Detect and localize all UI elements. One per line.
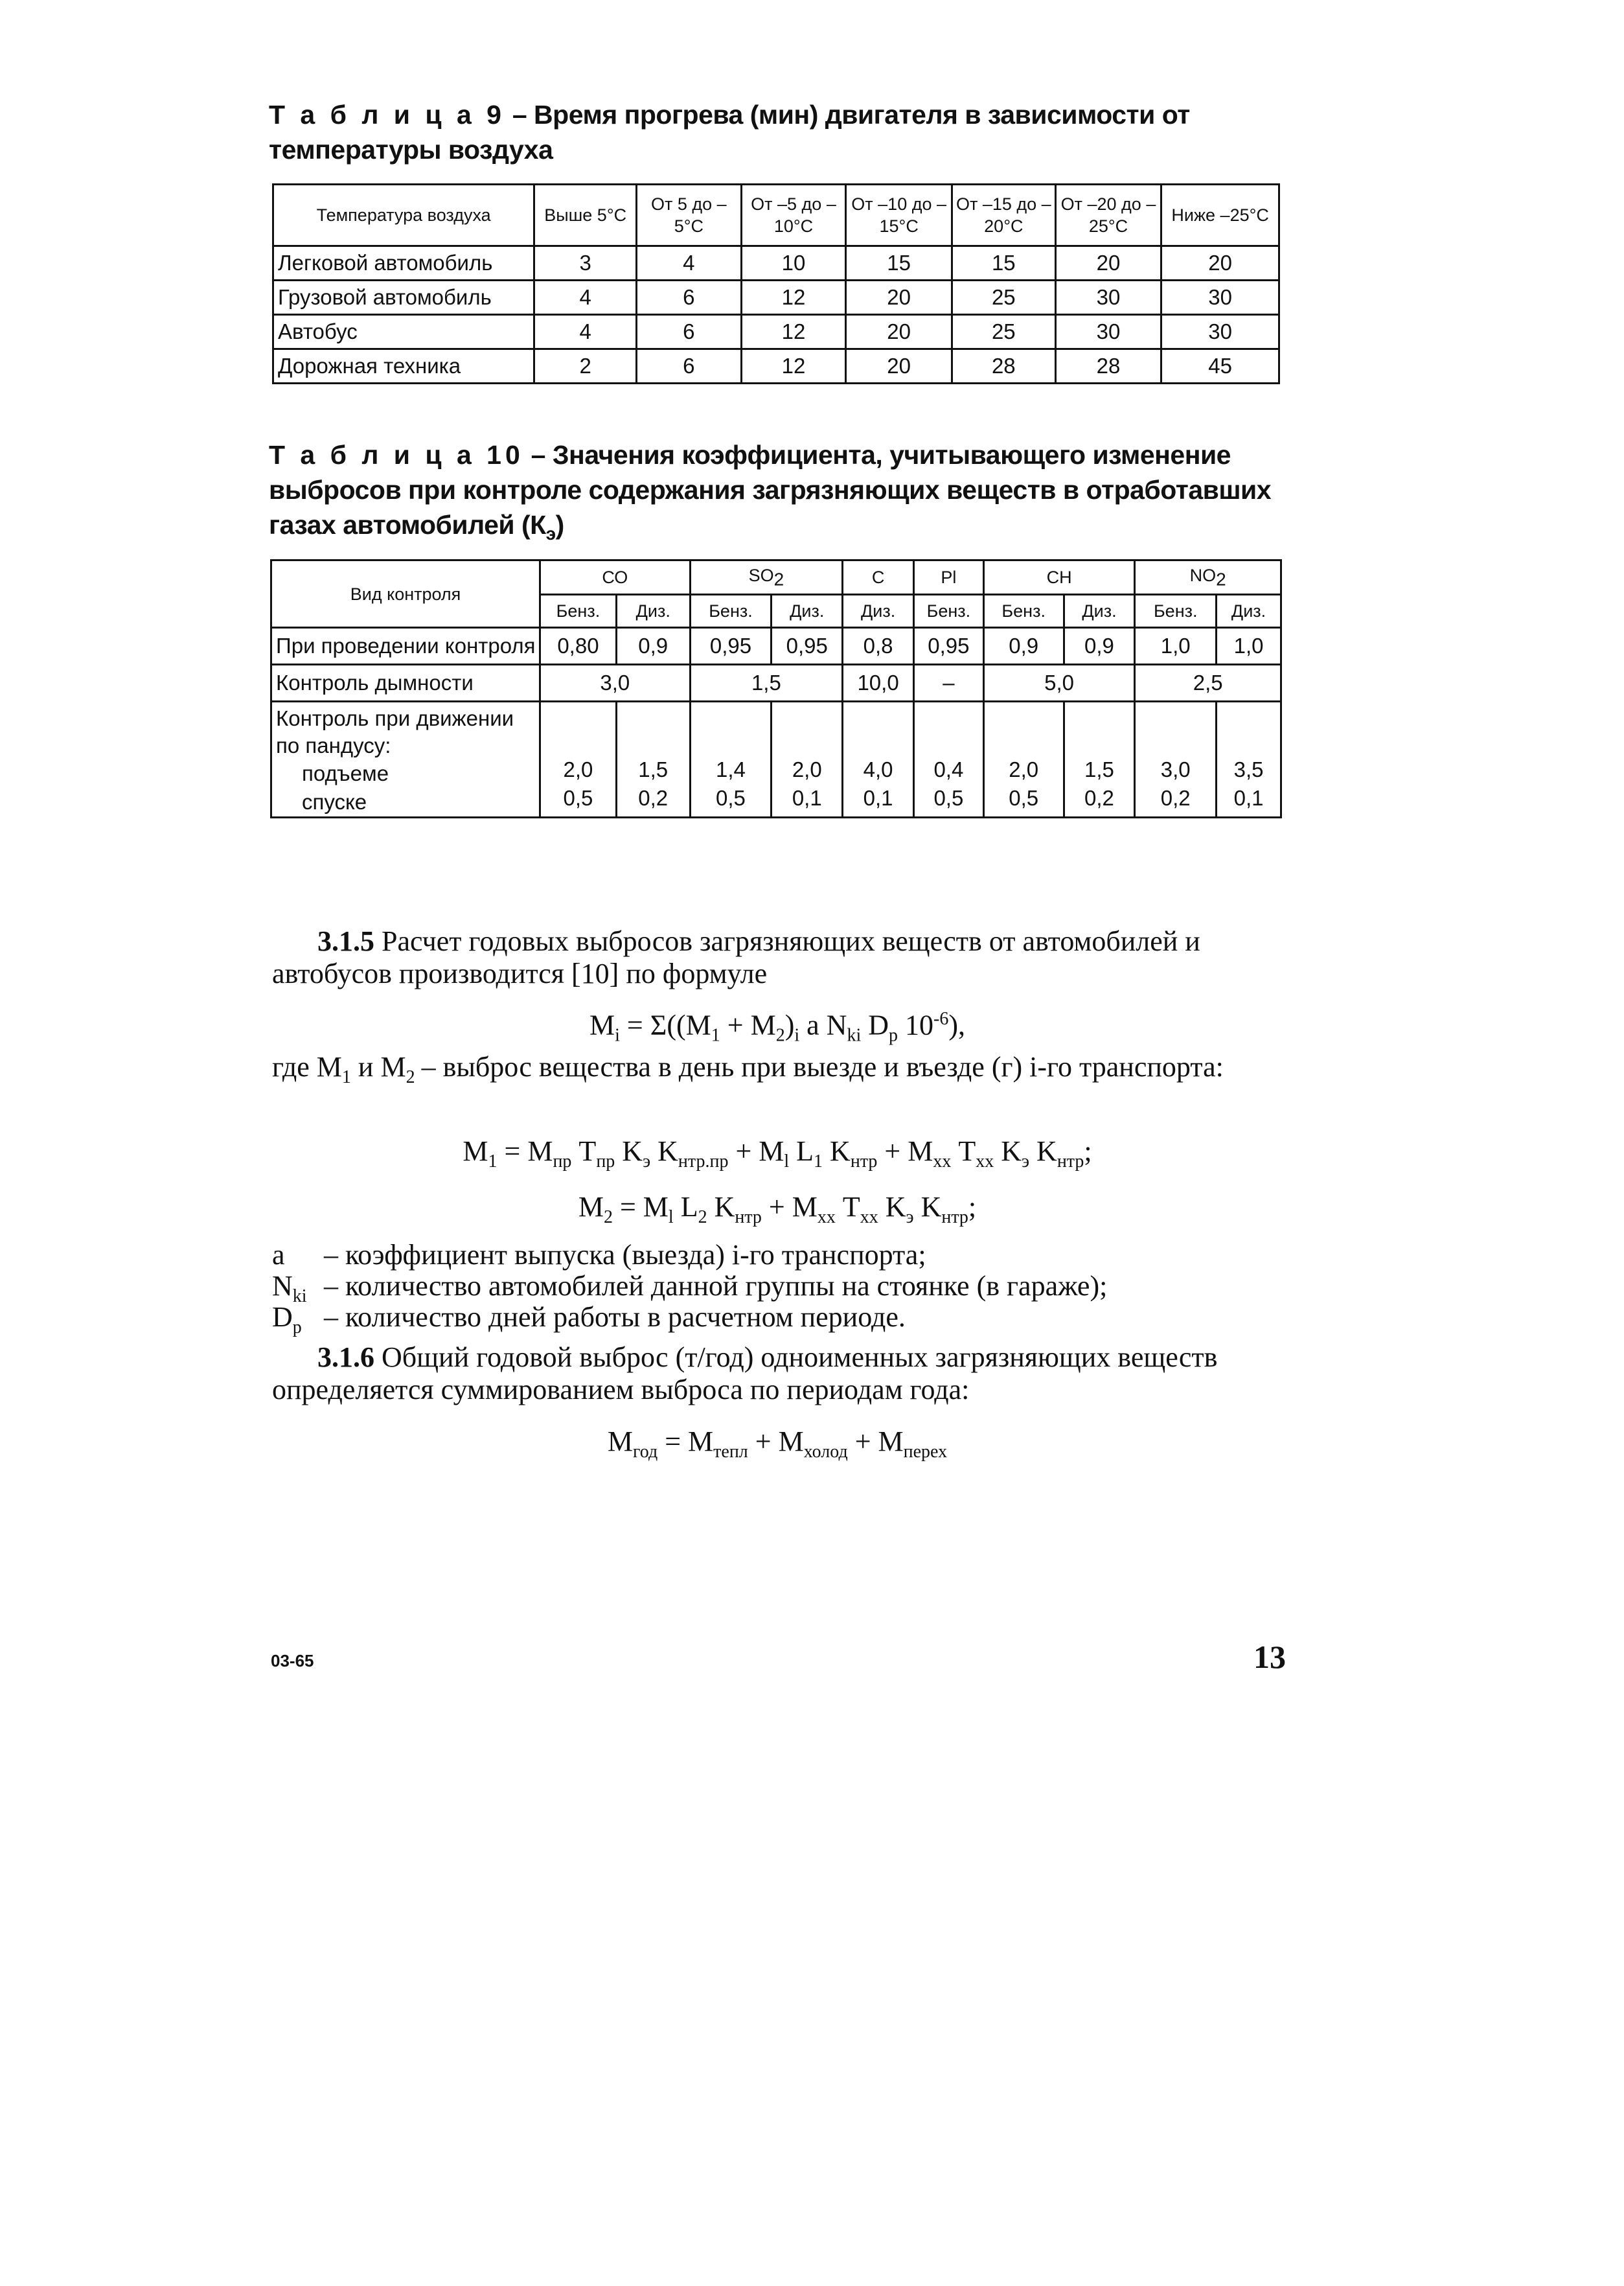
table10-cell: 2,0 0,1	[772, 702, 843, 818]
table-row	[273, 281, 1279, 315]
table9-cell: 6	[637, 281, 742, 315]
table9-cell: 15	[952, 246, 1055, 281]
table9-header-cell: От –10 до –15°С	[846, 185, 952, 246]
table10-cell: 2,5	[1135, 665, 1281, 702]
definition-text: – выброс вещества в день при выезде и въезде (г) i-го транспорта:	[421, 1051, 1224, 1083]
table-row	[273, 349, 1279, 384]
table9-caption	[269, 97, 1279, 167]
table9-cell: 20	[846, 315, 952, 349]
table10-caption-text: – Значения коэффициента, учитывающего изменение выбросов при контроле содержания загрязняющих веществ в отработавших газах автомобилей (К	[269, 440, 1272, 540]
table9-row-label: Легковой автомобиль	[273, 246, 534, 281]
definition-text: – количество дней работы в расчетном периоде.	[324, 1301, 906, 1333]
table9-header-cell: Ниже –25°С	[1161, 185, 1279, 246]
table9-cell: 28	[952, 349, 1055, 384]
table10-cell: 1,4 0,5	[690, 702, 772, 818]
table10-subheader: Бенз.	[540, 595, 617, 628]
table9-cell: 2	[534, 349, 637, 384]
paragraph-3-1-6	[272, 1341, 1283, 1406]
definition-dp	[272, 1301, 1283, 1344]
table10-cell: 2,0 0,5	[983, 702, 1064, 818]
table10-caption	[269, 437, 1279, 551]
table-row	[273, 246, 1279, 281]
definition-text: – коэффициент выпуска (выезда) i-го транспорта;	[324, 1239, 926, 1271]
symbol-nki: $N_{ki}$	[272, 1270, 307, 1306]
table9-cell: 12	[741, 281, 846, 315]
paragraph-text: Общий годовой выброс (т/год) одноименных загрязняющих веществ определяется суммированием выброса по периодам года:	[272, 1341, 1218, 1405]
formula-m1: $M_1 = M_{пр}$ $T_{пр}$ $K_э$ $K_{нтр.пр} + M_l$ $L_1$ $K_{нтр} + M_{хх}$ $T_{хх}$ $K_э$ $K_{нтр}$;	[463, 1135, 1092, 1172]
table9-cell: 45	[1161, 349, 1279, 384]
table10-subheader: Диз.	[1217, 595, 1281, 628]
table10-row-label	[271, 702, 540, 818]
table9-cell: 25	[952, 281, 1055, 315]
table10-group-row	[271, 560, 1281, 595]
section-number: 3.1.6	[317, 1341, 374, 1373]
table10-caption-end: )	[555, 510, 564, 540]
table10-cell: 3,0 0,2	[1135, 702, 1217, 818]
table9	[272, 183, 1280, 384]
table10-cell: 0,95	[690, 628, 772, 665]
definition-m1-m2: где $М_1$ и $М_2$ – выброс вещества в день при выезде и въезде (г) i-го транспорта:	[272, 1051, 1283, 1094]
table10-cell: 0,4 0,5	[913, 702, 983, 818]
table10-cell: 0,95	[913, 628, 983, 665]
table10-caption-label: Т а б л и ц а 10	[269, 440, 524, 470]
table10-cell: 0,9	[1064, 628, 1135, 665]
table10-ramp-down-label: спуске	[302, 790, 367, 814]
table10-cell: 0,9	[616, 628, 690, 665]
table10-cell: 0,80	[540, 628, 617, 665]
table9-cell: 20	[1055, 246, 1161, 281]
table9-row-label: Автобус	[273, 315, 534, 349]
table9-cell: 30	[1055, 315, 1161, 349]
table-row	[271, 665, 1281, 702]
table9-header-cell: От –20 до –25°С	[1055, 185, 1161, 246]
table10-subheader: Бенз.	[983, 595, 1064, 628]
table10-subheader: Бенз.	[1135, 595, 1217, 628]
footer-code: 03-65	[271, 1651, 314, 1670]
table9-row-label: Грузовой автомобиль	[273, 281, 534, 315]
table9-header-cell: От –15 до –20°С	[952, 185, 1055, 246]
table9-cell: 20	[846, 349, 952, 384]
table10-group-no2: $NO_2$	[1135, 560, 1281, 595]
table9-cell: 30	[1161, 281, 1279, 315]
table10-control-type-header: Вид контроля	[271, 560, 540, 628]
section-number: 3.1.5	[317, 925, 374, 957]
table10-cell: 1,5	[690, 665, 843, 702]
table9-cell: 15	[846, 246, 952, 281]
table10-caption-sub: э	[545, 524, 556, 544]
table10-subheader: Диз.	[772, 595, 843, 628]
paragraph-3-1-5	[272, 925, 1283, 990]
definition-text: – количество автомобилей данной группы на стоянке (в гараже);	[324, 1270, 1108, 1302]
table10-subheader: Диз.	[616, 595, 690, 628]
table10-subheader: Бенз.	[913, 595, 983, 628]
table10-cell: 1,0	[1135, 628, 1217, 665]
table10-subheader: Диз.	[1064, 595, 1135, 628]
table9-cell: 4	[534, 315, 637, 349]
table10-cell: 10,0	[843, 665, 914, 702]
table10-cell: 1,5 0,2	[616, 702, 690, 818]
table9-cell: 20	[1161, 246, 1279, 281]
formula-mi: $M_i = \Sigma((M_1 + M_2)_i$ a $N_{ki}$ $D_p$ $10^{-6}$),	[589, 1009, 965, 1046]
table9-header-cell: Выше 5°С	[534, 185, 637, 246]
table10-cell: 5,0	[983, 665, 1135, 702]
table9-cell: 30	[1161, 315, 1279, 349]
table10-cell: 1,0	[1217, 628, 1281, 665]
table10-row-label: При проведении контроля	[271, 628, 540, 665]
table9-cell: 6	[637, 315, 742, 349]
formula-m-year: $M_{год} = M_{тепл} + M_{холод} + M_{перех}$	[607, 1426, 948, 1462]
table9-cell: 3	[534, 246, 637, 281]
table10-subheader: Диз.	[843, 595, 914, 628]
table10-cell: –	[913, 665, 983, 702]
table10-group-c: С	[843, 560, 914, 595]
table10-cell: 0,9	[983, 628, 1064, 665]
table10-row-label: Контроль дымности	[271, 665, 540, 702]
table9-cell: 4	[534, 281, 637, 315]
table9-cell: 20	[846, 281, 952, 315]
table-row	[273, 315, 1279, 349]
table10-ramp-up-label: подъеме	[302, 761, 389, 785]
table10	[270, 559, 1282, 818]
table10-group-ch: СН	[983, 560, 1135, 595]
table9-cell: 28	[1055, 349, 1161, 384]
table9-caption-label: Т а б л и ц а 9	[269, 100, 505, 130]
table9-header-cell: От –5 до –10°С	[741, 185, 846, 246]
table9-header-cell: От 5 до –5°С	[637, 185, 742, 246]
table9-caption-text: – Время прогрева (мин) двигателя в зависимости от температуры воздуха	[269, 100, 1190, 165]
formula-m2: $M_2 = M_l$ $L_2$ $K_{нтр} + M_{хх}$ $T_{хх}$ $K_э$ $K_{нтр}$;	[578, 1191, 977, 1227]
table10-cell: 0,95	[772, 628, 843, 665]
table9-cell: 4	[637, 246, 742, 281]
table9-cell: 6	[637, 349, 742, 384]
table9-cell: 10	[741, 246, 846, 281]
table9-row-label: Дорожная техника	[273, 349, 534, 384]
table9-header-row	[273, 185, 1279, 246]
table9-cell: 12	[741, 315, 846, 349]
table10-group-so2: $SO_2$	[690, 560, 843, 595]
table10-cell: 1,5 0,2	[1064, 702, 1135, 818]
table10-cell: 3,5 0,1	[1217, 702, 1281, 818]
table10-group-pl: Pl	[913, 560, 983, 595]
definition-a	[272, 1239, 1283, 1271]
table9-cell: 12	[741, 349, 846, 384]
table10-subheader: Бенз.	[690, 595, 772, 628]
table9-header-cell: Температура воздуха	[273, 185, 534, 246]
table10-ramp-label: Контроль при движении по пандусу:	[276, 706, 514, 757]
symbol-a: а	[272, 1239, 285, 1271]
table10-cell: 2,0 0,5	[540, 702, 617, 818]
page-number: 13	[1253, 1639, 1286, 1675]
table10-cell: 0,8	[843, 628, 914, 665]
table9-cell: 25	[952, 315, 1055, 349]
table-row	[271, 702, 1281, 818]
table9-cell: 30	[1055, 281, 1161, 315]
table10-group-co: СО	[540, 560, 691, 595]
table10-cell: 3,0	[540, 665, 691, 702]
symbol-dp: $D_р$	[272, 1301, 302, 1337]
table-row	[271, 628, 1281, 665]
table10-cell: 4,0 0,1	[843, 702, 914, 818]
paragraph-text: Расчет годовых выбросов загрязняющих веществ от автомобилей и автобусов производится [10] по формуле	[272, 925, 1200, 989]
